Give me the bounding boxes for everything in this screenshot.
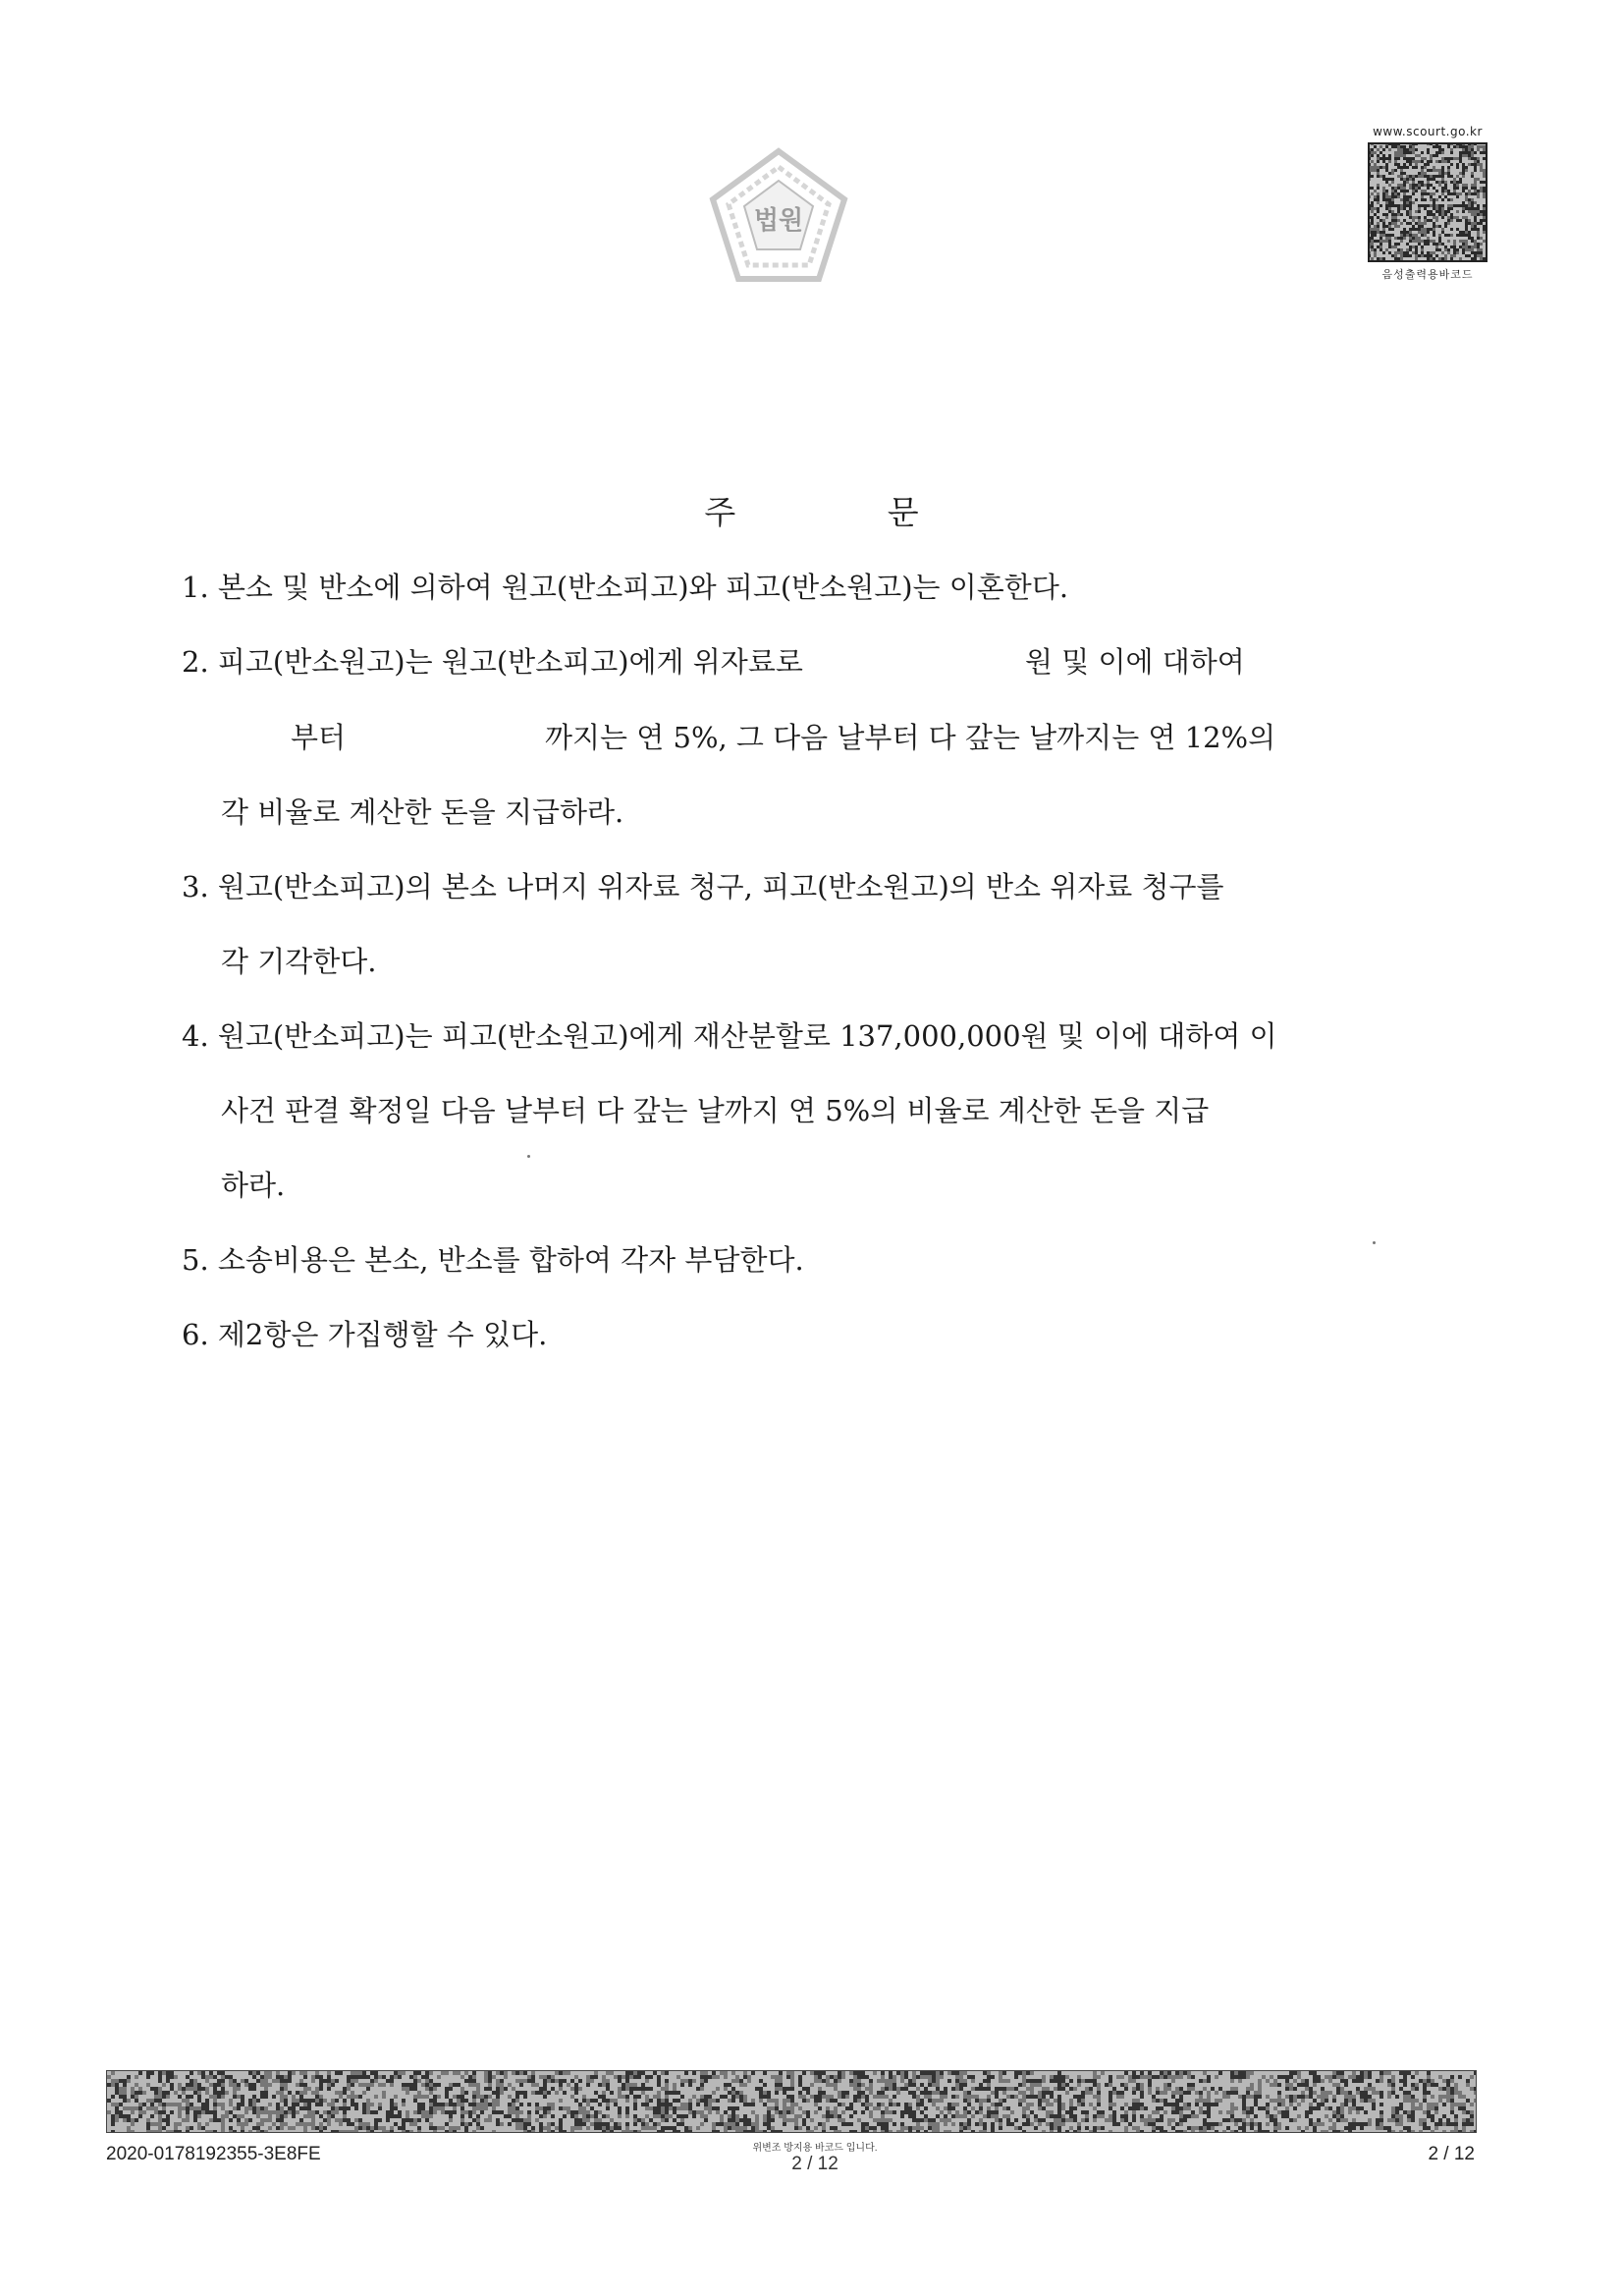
scan-speck bbox=[1373, 1241, 1376, 1244]
footer-center bbox=[687, 2139, 943, 2175]
anti-forgery-barcode bbox=[106, 2070, 1477, 2133]
qr-caption: 음성출력용바코드 bbox=[1381, 268, 1474, 281]
item-2-line3 bbox=[221, 795, 624, 829]
scan-speck bbox=[527, 1155, 530, 1158]
item-text: 까지는 연 5%, 그 다음 날부터 다 갚는 날까지는 연 12%의 bbox=[545, 721, 1276, 754]
item-number: 2. bbox=[182, 645, 209, 679]
item-text: 소송비용은 본소, 반소를 합하여 각자 부담한다. bbox=[217, 1243, 804, 1277]
item-text: 본소 및 반소에 의하여 원고(반소피고)와 피고(반소원고)는 이혼한다. bbox=[217, 571, 1069, 604]
item-5 bbox=[182, 1243, 804, 1277]
item-2-amount-tail bbox=[1025, 645, 1245, 679]
emblem-label: 법원 bbox=[753, 206, 804, 236]
qr-code-icon bbox=[1368, 142, 1488, 262]
item-text: 원고(반소피고)는 피고(반소원고)에게 재산분할로 137,000,000원 및 이에 대하여 이 bbox=[217, 1019, 1277, 1053]
item-2-line2 bbox=[545, 721, 1276, 754]
page-number: 2 / 12 bbox=[1428, 2144, 1475, 2164]
item-number: 1. bbox=[182, 571, 209, 604]
item-3-line2 bbox=[221, 945, 377, 978]
item-number: 5. bbox=[182, 1243, 209, 1277]
item-text: 각 비율로 계산한 돈을 지급하라. bbox=[221, 795, 624, 829]
item-text: 제2항은 가집행할 수 있다. bbox=[217, 1318, 548, 1351]
item-text: 하라. bbox=[221, 1169, 286, 1202]
item-text: 각 기각한다. bbox=[221, 945, 377, 978]
item-text: 원고(반소피고)의 본소 나머지 위자료 청구, 피고(반소원고)의 반소 위자료 청구를 bbox=[217, 870, 1224, 903]
item-number: 4. bbox=[182, 1019, 209, 1053]
item-text: 사건 판결 확정일 다음 날부터 다 갚는 날까지 연 5%의 비율로 계산한 돈을 지급 bbox=[221, 1094, 1210, 1127]
item-number: 3. bbox=[182, 870, 209, 903]
qr-code bbox=[1368, 142, 1488, 262]
item-number: 6. bbox=[182, 1318, 209, 1351]
item-4-line2 bbox=[221, 1094, 1210, 1127]
page-title: 주 문 bbox=[704, 493, 990, 531]
qr-url: www.scourt.go.kr bbox=[1373, 125, 1483, 138]
barcode-note: 위변조 방지용 바코드 입니다. bbox=[752, 2143, 878, 2154]
item-2-line2-start bbox=[291, 721, 347, 754]
item-1 bbox=[182, 571, 1069, 604]
barcode-pattern-icon bbox=[107, 2071, 1476, 2132]
item-4 bbox=[182, 1019, 1277, 1053]
document-id: 2020-0178192355-3E8FE bbox=[106, 2144, 321, 2164]
item-2 bbox=[182, 645, 803, 679]
item-3 bbox=[182, 870, 1224, 903]
court-emblem bbox=[705, 145, 852, 289]
qr-block bbox=[1368, 125, 1488, 282]
item-text: 피고(반소원고)는 원고(반소피고)에게 위자료로 bbox=[217, 645, 803, 679]
item-text: 부터 bbox=[291, 721, 347, 754]
item-6 bbox=[182, 1318, 548, 1351]
item-text: 원 및 이에 대하여 bbox=[1025, 645, 1245, 679]
item-4-line3 bbox=[221, 1169, 286, 1202]
page-number-center: 2 / 12 bbox=[791, 2154, 839, 2174]
